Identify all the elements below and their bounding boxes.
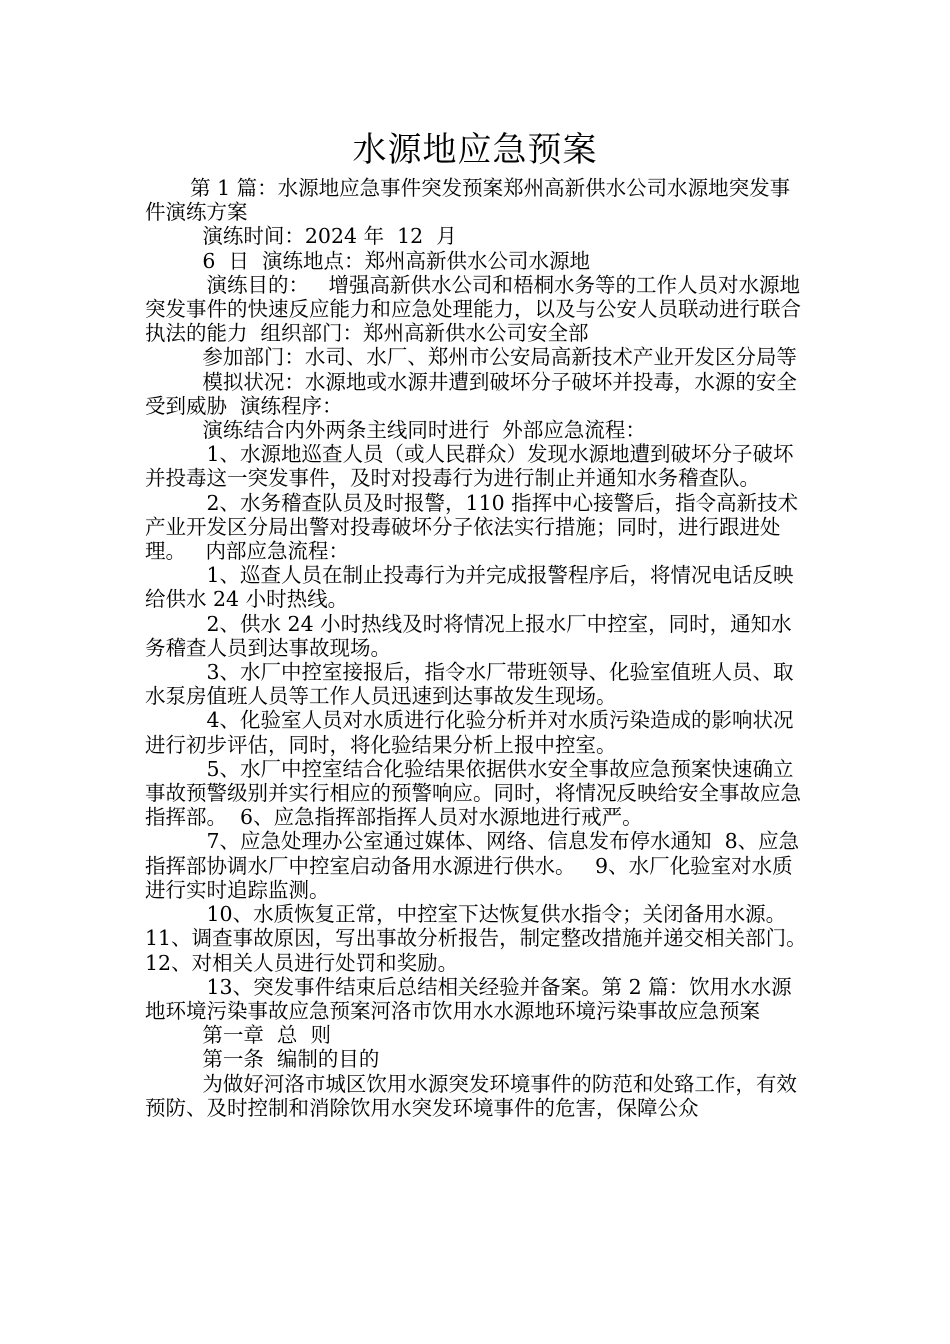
paragraph: 第一条 编制的目的	[202, 1047, 380, 1072]
paragraph: 演练时间：2024 年 12 月	[202, 224, 457, 249]
paragraph: 模拟状况：水源地或水源井遭到破坏分子破坏并投毒，水源的安全受到威胁 演练程序：	[145, 369, 797, 418]
paragraph: 2、供水 24 小时热线及时将情况上报水厂中控室，同时，通知水务稽查人员到达事故现场。	[145, 611, 792, 660]
paragraph: 4、化验室人员对水质进行化验分析并对水质污染造成的影响状况进行初步评估，同时，将化验结果分析上报中控室。	[145, 708, 794, 757]
paragraph: 5、水厂中控室结合化验结果依据供水安全事故应急预案快速确立事故预警级别并实行相应的预警响应。同时，将情况反映给安全事故应急指挥部。 6、应急指挥部指挥人员对水源地进行戒严。	[145, 756, 801, 830]
paragraph: 3、水厂中控室接报后，指令水厂带班领导、化验室值班人员、取水泵房值班人员等工作人员迅速到达事故发生现场。	[145, 660, 794, 709]
paragraph: 演练结合内外两条主线同时进行 外部应急流程：	[202, 418, 646, 443]
paragraph: 第 1 篇：水源地应急事件突发预案郑州高新供水公司水源地突发事件演练方案	[145, 176, 791, 225]
paragraph: 1、水源地巡查人员（或人民群众）发现水源地遭到破坏分子破坏并投毒这一突发事件，及时对投毒行为进行制止并通知水务稽查队。	[145, 442, 794, 491]
paragraph: 2、水务稽查队员及时报警，110 指挥中心接警后，指令高新技术产业开发区分局出警对投毒破坏分子依法实行措施；同时，进行跟进处理。 内部应急流程：	[145, 490, 799, 564]
paragraph: 演练目的： 增强高新供水公司和梧桐水务等的工作人员对水源地突发事件的快速反应能力和应急处理能力，以及与公安人员联动进行联合执法的能力 组织部门：郑州高新供水公司安全部	[145, 272, 801, 346]
paragraph: 13、突发事件结束后总结相关经验并备案。第 2 篇：饮用水水源地环境污染事故应急预案河洛市饮用水水源地环境污染事故应急预案	[145, 974, 792, 1023]
paragraph: 为做好河洛市城区饮用水源突发环境事件的防范和处臵工作，有效预防、及时控制和消除饮用水突发环境事件的危害，保障公众	[145, 1071, 797, 1120]
paragraph: 1、巡查人员在制止投毒行为并完成报警程序后，将情况电话反映给供水 24 小时热线。	[145, 563, 794, 612]
paragraph: 6 日 演练地点：郑州高新供水公司水源地	[202, 248, 590, 273]
paragraph: 10、水质恢复正常，中控室下达恢复供水指令；关闭备用水源。 11、调查事故原因，写出事故分析报告，制定整改措施并递交相关部门。 12、对相关人员进行处罚和奖励。	[145, 902, 820, 975]
document-title: 水源地应急预案	[352, 130, 598, 170]
document-body	[145, 176, 820, 1120]
paragraph: 第一章 总 则	[202, 1023, 331, 1048]
paragraph: 参加部门：水司、水厂、郑州市公安局高新技术产业开发区分局等	[202, 345, 797, 370]
paragraph: 7、应急处理办公室通过媒体、网络、信息发布停水通知 8、应急指挥部协调水厂中控室启动备用水源进行供水。 9、水厂化验室对水质进行实时追踪监测。	[145, 829, 800, 902]
